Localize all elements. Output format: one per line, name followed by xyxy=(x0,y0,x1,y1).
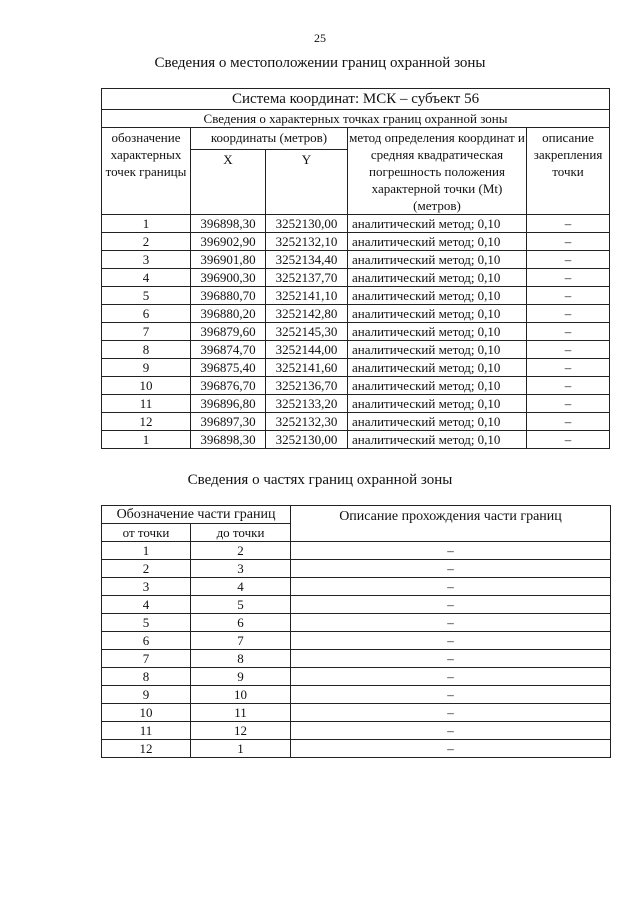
point-number: 4 xyxy=(102,269,191,287)
table-row xyxy=(102,542,611,560)
table-row xyxy=(102,740,611,758)
coord-y: 3252141,10 xyxy=(266,287,348,305)
point-number: 11 xyxy=(102,395,191,413)
coord-y: 3252132,30 xyxy=(266,413,348,431)
to-point: 2 xyxy=(191,542,291,560)
method-cell: аналитический метод; 0,10 xyxy=(348,359,527,377)
header-x: X xyxy=(191,150,266,215)
method-cell: аналитический метод; 0,10 xyxy=(348,323,527,341)
method-cell: аналитический метод; 0,10 xyxy=(348,341,527,359)
from-point: 12 xyxy=(102,740,191,758)
fixing-cell: – xyxy=(527,269,610,287)
fixing-cell: – xyxy=(527,431,610,449)
table-row xyxy=(102,413,610,431)
table-row xyxy=(102,287,610,305)
table-row xyxy=(102,233,610,251)
part-description: – xyxy=(291,542,611,560)
coord-x: 396879,60 xyxy=(191,323,266,341)
to-point: 7 xyxy=(191,632,291,650)
part-description: – xyxy=(291,650,611,668)
table-row xyxy=(102,323,610,341)
part-description: – xyxy=(291,686,611,704)
to-point: 4 xyxy=(191,578,291,596)
table-row xyxy=(102,650,611,668)
method-cell: аналитический метод; 0,10 xyxy=(348,233,527,251)
from-point: 9 xyxy=(102,686,191,704)
table-header-row xyxy=(102,128,610,150)
header-method: метод определения координат и средняя квадратическая погрешность положения характерной точки (Mt) (метров) xyxy=(348,128,527,215)
part-description: – xyxy=(291,668,611,686)
table-row xyxy=(102,305,610,323)
point-number: 9 xyxy=(102,359,191,377)
part-description: – xyxy=(291,596,611,614)
coord-y: 3252134,40 xyxy=(266,251,348,269)
method-cell: аналитический метод; 0,10 xyxy=(348,395,527,413)
table-row xyxy=(102,614,611,632)
coord-x: 396880,70 xyxy=(191,287,266,305)
to-point: 6 xyxy=(191,614,291,632)
coord-x: 396880,20 xyxy=(191,305,266,323)
part-description: – xyxy=(291,632,611,650)
table-row xyxy=(102,560,611,578)
point-number: 1 xyxy=(102,215,191,233)
table-header-row xyxy=(102,506,611,524)
page-number: 25 xyxy=(314,31,326,45)
coord-y: 3252145,30 xyxy=(266,323,348,341)
to-point: 9 xyxy=(191,668,291,686)
header-coordinates: координаты (метров) xyxy=(191,128,348,150)
coord-x: 396896,80 xyxy=(191,395,266,413)
from-point: 10 xyxy=(102,704,191,722)
header-designation: обозначение характерных точек границы xyxy=(102,128,191,215)
fixing-cell: – xyxy=(527,323,610,341)
method-cell: аналитический метод; 0,10 xyxy=(348,251,527,269)
table-row xyxy=(102,251,610,269)
from-point: 3 xyxy=(102,578,191,596)
coord-y: 3252144,00 xyxy=(266,341,348,359)
table-row xyxy=(102,578,611,596)
part-description: – xyxy=(291,722,611,740)
coord-x: 396897,30 xyxy=(191,413,266,431)
table-row xyxy=(102,632,611,650)
point-number: 12 xyxy=(102,413,191,431)
to-point: 1 xyxy=(191,740,291,758)
part-description: – xyxy=(291,704,611,722)
boundary-points-table xyxy=(101,88,610,449)
table-row xyxy=(102,215,610,233)
part-description: – xyxy=(291,740,611,758)
header-fixing: описание закрепления точки xyxy=(527,128,610,215)
to-point: 8 xyxy=(191,650,291,668)
from-point: 7 xyxy=(102,650,191,668)
table-row xyxy=(102,377,610,395)
table-row xyxy=(102,596,611,614)
header-to: до точки xyxy=(191,524,291,542)
point-number: 2 xyxy=(102,233,191,251)
coord-y: 3252142,80 xyxy=(266,305,348,323)
fixing-cell: – xyxy=(527,251,610,269)
table-row xyxy=(102,431,610,449)
fixing-cell: – xyxy=(527,215,610,233)
method-cell: аналитический метод; 0,10 xyxy=(348,269,527,287)
fixing-cell: – xyxy=(527,359,610,377)
fixing-cell: – xyxy=(527,305,610,323)
point-number: 10 xyxy=(102,377,191,395)
to-point: 10 xyxy=(191,686,291,704)
coord-y: 3252130,00 xyxy=(266,431,348,449)
header-part: Обозначение части границ xyxy=(102,506,291,524)
coordinate-system: Система координат: МСК – субъект 56 xyxy=(102,89,610,110)
header-y: Y xyxy=(266,150,348,215)
point-number: 7 xyxy=(102,323,191,341)
table-row xyxy=(102,686,611,704)
coord-x: 396901,80 xyxy=(191,251,266,269)
point-number: 3 xyxy=(102,251,191,269)
header-from: от точки xyxy=(102,524,191,542)
table-row xyxy=(102,395,610,413)
fixing-cell: – xyxy=(527,395,610,413)
from-point: 2 xyxy=(102,560,191,578)
method-cell: аналитический метод; 0,10 xyxy=(348,431,527,449)
table-row xyxy=(102,668,611,686)
from-point: 6 xyxy=(102,632,191,650)
table-row xyxy=(102,269,610,287)
to-point: 12 xyxy=(191,722,291,740)
method-cell: аналитический метод; 0,10 xyxy=(348,215,527,233)
coord-y: 3252137,70 xyxy=(266,269,348,287)
fixing-cell: – xyxy=(527,341,610,359)
coord-y: 3252132,10 xyxy=(266,233,348,251)
to-point: 11 xyxy=(191,704,291,722)
fixing-cell: – xyxy=(527,233,610,251)
coord-x: 396874,70 xyxy=(191,341,266,359)
method-cell: аналитический метод; 0,10 xyxy=(348,377,527,395)
table-row xyxy=(102,341,610,359)
section-title-parts: Сведения о частях границ охранной зоны xyxy=(187,472,453,488)
from-point: 1 xyxy=(102,542,191,560)
coord-y: 3252133,20 xyxy=(266,395,348,413)
coord-x: 396876,70 xyxy=(191,377,266,395)
coord-y: 3252136,70 xyxy=(266,377,348,395)
fixing-cell: – xyxy=(527,413,610,431)
method-cell: аналитический метод; 0,10 xyxy=(348,287,527,305)
point-number: 6 xyxy=(102,305,191,323)
from-point: 5 xyxy=(102,614,191,632)
table-row xyxy=(102,89,610,110)
table-row xyxy=(102,359,610,377)
point-number: 5 xyxy=(102,287,191,305)
from-point: 8 xyxy=(102,668,191,686)
coord-x: 396900,30 xyxy=(191,269,266,287)
coord-x: 396898,30 xyxy=(191,431,266,449)
part-description: – xyxy=(291,614,611,632)
table-row xyxy=(102,110,610,128)
to-point: 3 xyxy=(191,560,291,578)
coord-x: 396902,90 xyxy=(191,233,266,251)
point-number: 1 xyxy=(102,431,191,449)
header-description: Описание прохождения части границ xyxy=(291,506,611,542)
from-point: 4 xyxy=(102,596,191,614)
coord-x: 396875,40 xyxy=(191,359,266,377)
table-subtitle: Сведения о характерных точках границ охранной зоны xyxy=(102,110,610,128)
coord-y: 3252141,60 xyxy=(266,359,348,377)
part-description: – xyxy=(291,578,611,596)
to-point: 5 xyxy=(191,596,291,614)
section-title-location: Сведения о местоположении границ охранной зоны xyxy=(154,55,486,71)
boundary-parts-table xyxy=(101,505,611,758)
method-cell: аналитический метод; 0,10 xyxy=(348,305,527,323)
method-cell: аналитический метод; 0,10 xyxy=(348,413,527,431)
fixing-cell: – xyxy=(527,287,610,305)
coord-y: 3252130,00 xyxy=(266,215,348,233)
part-description: – xyxy=(291,560,611,578)
table-row xyxy=(102,722,611,740)
table-row xyxy=(102,704,611,722)
coord-x: 396898,30 xyxy=(191,215,266,233)
from-point: 11 xyxy=(102,722,191,740)
fixing-cell: – xyxy=(527,377,610,395)
point-number: 8 xyxy=(102,341,191,359)
